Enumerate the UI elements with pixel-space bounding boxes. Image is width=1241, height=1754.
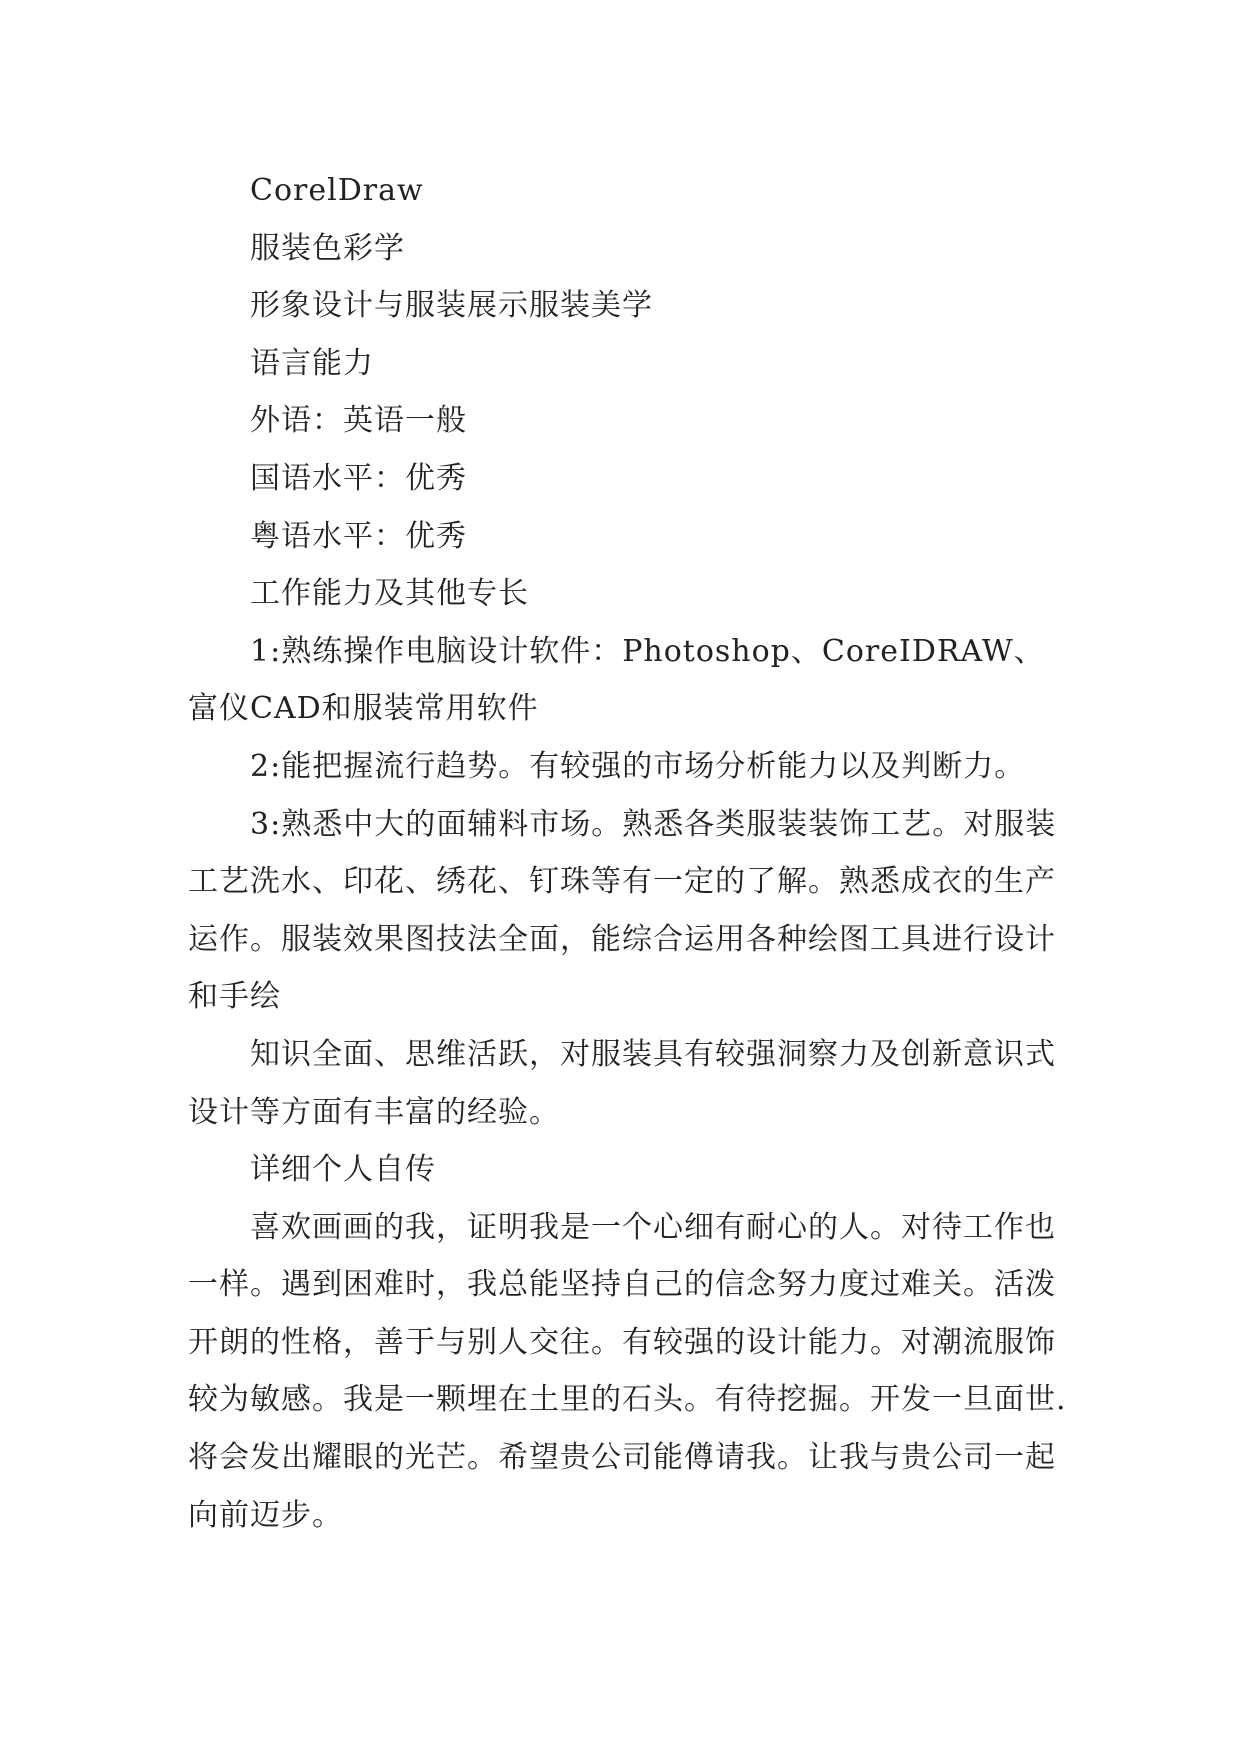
paragraph-skill-3: 3:熟悉中大的面辅料市场。熟悉各类服装装饰工艺。对服装工艺洗水、印花、绣花、钉珠等有一定的了解。熟悉成衣的生产运作。服装效果图技法全面，能综合运用各种绘图工具进行设计和手绘 [188, 806, 1057, 1015]
paragraph-course-design: 形象设计与服装展示服装美学 [250, 288, 653, 324]
paragraph-autobiography: 喜欢画画的我，证明我是一个心细有耐心的人。对待工作也一样。遇到困难时，我总能坚持自己的信念努力度过难关。活泼开朗的性格，善于与别人交往。有较强的设计能力。对潮流服饰较为敏感。我是一颗埋在土里的石头。有待挖掘。开发一旦面世.将会发出耀眼的光芒。希望贵公司能僔请我。让我与贵公司一起向前迈步。 [188, 1209, 1067, 1533]
paragraph-course-color: 服装色彩学 [250, 230, 405, 266]
paragraph-software: CorelDraw [250, 173, 424, 208]
section-heading-autobiography: 详细个人自传 [250, 1152, 436, 1188]
paragraph-mandarin: 国语水平：优秀 [250, 460, 467, 496]
paragraph-skill-1: 1:熟练操作电脑设计软件：Photoshop、CoreIDRAW、富仪CAD和服装常用软件 [188, 633, 1045, 727]
paragraph-foreign-language: 外语：英语一般 [250, 403, 467, 439]
paragraph-knowledge: 知识全面、思维活跃，对服装具有较强洞察力及创新意识式设计等方面有丰富的经验。 [188, 1036, 1056, 1130]
paragraph-skill-2: 2:能把握流行趋势。有较强的市场分析能力以及判断力。 [250, 748, 1026, 784]
document-body [188, 162, 1068, 1544]
section-heading-language: 语言能力 [250, 345, 374, 381]
section-heading-skills: 工作能力及其他专长 [250, 576, 529, 612]
paragraph-cantonese: 粤语水平：优秀 [250, 518, 467, 554]
